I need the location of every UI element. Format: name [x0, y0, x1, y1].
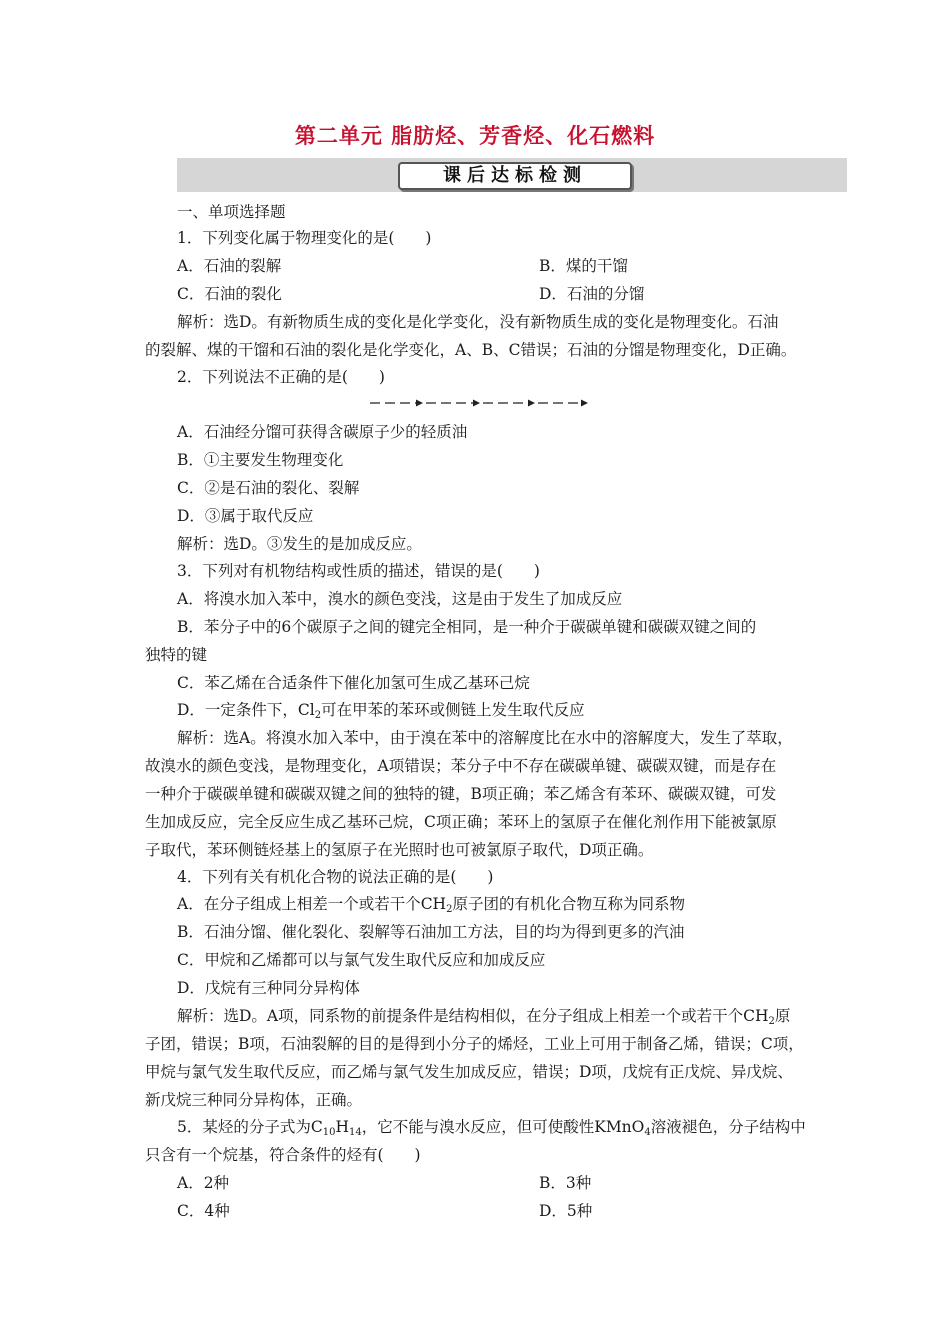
q3-explanation-3: 一种介于碳碳单键和碳碳双键之间的独特的键，B项正确；苯乙烯含有苯环、碳碳双键，可发	[145, 785, 777, 803]
q4-option-d: D．戊烷有三种同分异构体	[177, 979, 360, 997]
q4-exp-text-1: 解析：选D。A项，同系物的前提条件是结构相似，在分子组成上相差一个或若干个CH	[177, 1007, 769, 1025]
q2-stem: 2．下列说法不正确的是( )	[177, 368, 385, 386]
q4-exp-text-2: 原	[774, 1007, 791, 1025]
q3-option-b-line1: B．苯分子中的6个碳原子之间的键完全相同，是一种介于碳碳单键和碳碳双键之间的	[177, 618, 757, 636]
q1-option-b: B．煤的干馏	[539, 257, 628, 275]
q3-explanation-1: 解析：选A。将溴水加入苯中，由于溴在苯中的溶解度比在水中的溶解度大，发生了萃取，	[177, 729, 793, 747]
q4-a-subscript: 2	[446, 904, 453, 915]
q3-d-text-2: 可在甲苯的苯环或侧链上发生取代反应	[321, 701, 585, 719]
q5-stem-line2: 只含有一个烷基，符合条件的烃有( )	[145, 1146, 421, 1164]
q3-option-b-line2: 独特的键	[145, 646, 208, 664]
q2-option-b: B．①主要发生物理变化	[177, 451, 344, 469]
q5-option-b: B．3种	[539, 1174, 592, 1192]
q2-option-a: A．石油经分馏可获得含碳原子少的轻质油	[177, 423, 468, 441]
q4-option-b: B．石油分馏、催化裂化、裂解等石油加工方法，目的均为得到更多的汽油	[177, 923, 685, 941]
q3-d-text-1: D．一定条件下，Cl	[177, 701, 315, 719]
q1-explanation-2: 的裂解、煤的干馏和石油的裂化是化学变化，A、B、C错误；石油的分馏是物理变化，D正确。	[145, 341, 797, 359]
q3-explanation-2: 故溴水的颜色变浅，是物理变化，A项错误；苯分子中不存在碳碳单键、碳碳双键，而是存在	[145, 757, 777, 775]
q4-stem: 4．下列有关有机化合物的说法正确的是( )	[177, 868, 494, 886]
q5-stem-text-1: 5．某烃的分子式为C	[177, 1118, 323, 1136]
q4-option-c: C．甲烷和乙烯都可以与氯气发生取代反应和加成反应	[177, 951, 546, 969]
q3-option-d	[177, 700, 585, 726]
q4-explanation-4: 新戊烷三种同分异构体，正确。	[145, 1091, 363, 1109]
q5-sub-h: 14	[349, 1127, 362, 1138]
q4-explanation-1	[177, 1006, 790, 1032]
banner-label: 课后达标检测	[398, 162, 632, 190]
q4-a-text-2: 原子团的有机化合物互称为同系物	[452, 895, 685, 913]
q1-option-c: C．石油的裂化	[177, 285, 282, 303]
q4-a-text-1: A．在分子组成上相差一个或若干个CH	[177, 895, 447, 913]
q5-stem-text-4: 溶液褪色，分子结构中	[650, 1118, 806, 1136]
q5-option-c: C．4种	[177, 1202, 230, 1220]
q1-option-d: D．石油的分馏	[539, 285, 645, 303]
q1-explanation-1: 解析：选D。有新物质生成的变化是化学变化，没有新物质生成的变化是物理变化。石油	[177, 313, 779, 331]
banner-band	[177, 158, 847, 192]
section-heading: 一、单项选择题	[177, 203, 286, 221]
q1-stem: 1．下列变化属于物理变化的是( )	[177, 229, 432, 247]
q3-stem: 3．下列对有机物结构或性质的描述，错误的是( )	[177, 562, 540, 580]
q5-option-d: D．5种	[539, 1202, 593, 1220]
q4-exp-subscript: 2	[768, 1016, 775, 1027]
q5-option-a: A．2种	[177, 1174, 230, 1192]
q1-option-a: A．石油的裂解	[177, 257, 282, 275]
q5-sub-c: 10	[322, 1127, 336, 1138]
q5-sub-o: 4	[644, 1127, 651, 1138]
q2-explanation: 解析：选D。③发生的是加成反应。	[177, 535, 422, 553]
q4-option-a	[177, 894, 685, 920]
q4-explanation-2: 子团，错误；B项，石油裂解的目的是得到小分子的烯烃，工业上可用于制备乙烯，错误；C项，	[145, 1035, 804, 1053]
q2-flow-arrows	[368, 396, 590, 410]
q5-stem-text-2: H	[335, 1118, 349, 1136]
q4-explanation-3: 甲烷与氯气发生取代反应，而乙烯与氯气发生加成反应，错误；D项，戊烷有正戊烷、异戊烷、	[145, 1063, 793, 1081]
q2-option-c: C．②是石油的裂化、裂解	[177, 479, 360, 497]
q5-stem-text-3: ，它不能与溴水反应，但可使酸性KMnO	[361, 1118, 645, 1136]
unit-title: 第二单元 脂肪烃、芳香烃、化石燃料	[294, 124, 656, 148]
q3-explanation-5: 子取代，苯环侧链烃基上的氢原子在光照时也可被氯原子取代，D项正确。	[145, 841, 654, 859]
q3-option-a: A．将溴水加入苯中，溴水的颜色变浅，这是由于发生了加成反应	[177, 590, 623, 608]
q5-stem-line1	[177, 1117, 806, 1143]
q3-explanation-4: 生加成反应，完全反应生成乙基环己烷，C项正确；苯环上的氢原子在催化剂作用下能被氯原	[145, 813, 777, 831]
q3-d-subscript: 2	[314, 710, 322, 721]
q2-option-d: D．③属于取代反应	[177, 507, 314, 525]
q3-option-c: C．苯乙烯在合适条件下催化加氢可生成乙基环己烷	[177, 674, 530, 692]
